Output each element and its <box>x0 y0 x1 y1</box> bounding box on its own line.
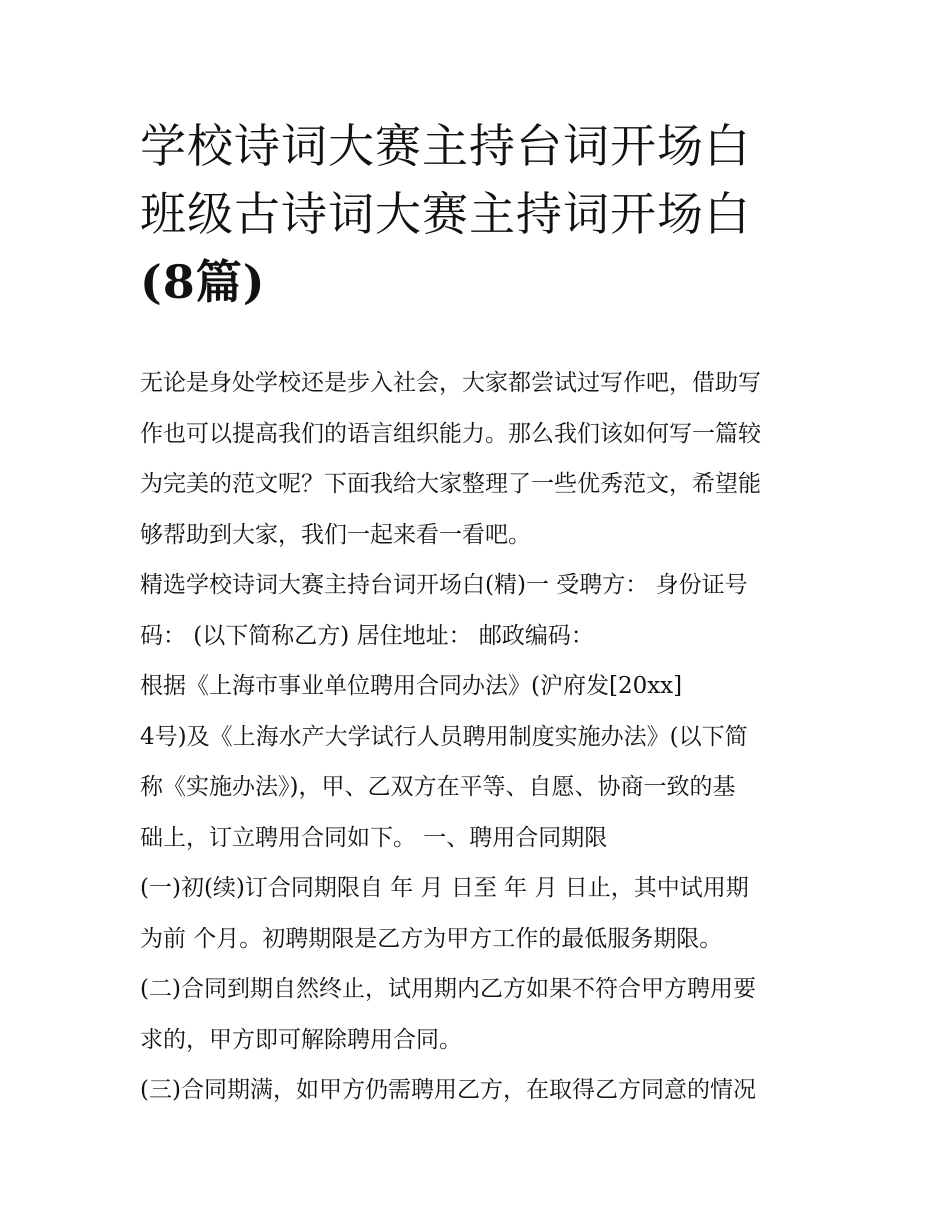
text-line: 础上，订立聘用合同如下。 一、聘用合同期限 <box>140 824 608 851</box>
text-line: 称《实施办法》)，甲、乙双方在平等、自愿、协商一致的基 <box>140 774 736 800</box>
text-line: 精选学校诗词大赛主持台词开场白(精)一 受聘方： 身份证号 <box>140 572 748 598</box>
paragraph-clause-2 <box>140 964 820 1065</box>
text-line: 为完美的范文呢？下面我给大家整理了一些优秀范文，希望能 <box>140 471 761 497</box>
paragraph-clause-3 <box>140 1065 820 1116</box>
paragraph-clause-1 <box>140 863 820 964</box>
document-title <box>140 112 820 316</box>
document-body <box>140 358 820 1116</box>
paragraph-party-info <box>140 560 820 661</box>
paragraph-basis-cont <box>140 712 820 864</box>
text-line: (三)合同期满，如甲方仍需聘用乙方，在取得乙方同意的情况 <box>140 1077 756 1103</box>
title-line: (8篇) <box>140 255 266 309</box>
paragraph-intro <box>140 358 820 560</box>
text-line: 码： (以下简称乙方) 居住地址： 邮政编码： <box>140 622 594 649</box>
text-line: 无论是身处学校还是步入社会，大家都尝试过写作吧，借助写 <box>140 370 761 396</box>
paragraph-basis <box>140 661 820 712</box>
text-line: (一)初(续)订合同期限自 年 月 日至 年 月 日止，其中试用期 <box>140 875 749 901</box>
text-line: 4号)及《上海水产大学试行人员聘用制度实施办法》(以下简 <box>140 723 748 750</box>
text-line: 够帮助到大家，我们一起来看一看吧。 <box>140 521 531 548</box>
text-line: 作也可以提高我们的语言组织能力。那么我们该如何写一篇较 <box>140 420 761 447</box>
text-line: 求的，甲方即可解除聘用合同。 <box>140 1026 462 1053</box>
text-line: 为前 个月。初聘期限是乙方为甲方工作的最低服务期限。 <box>140 925 723 952</box>
text-line: (二)合同到期自然终止，试用期内乙方如果不符合甲方聘用要 <box>140 976 756 1002</box>
title-line: 班级古诗词大赛主持词开场白 <box>140 187 751 241</box>
title-line: 学校诗词大赛主持台词开场白 <box>140 119 751 173</box>
text-line: 根据《上海市事业单位聘用合同办法》(沪府发[20xx] <box>140 673 683 699</box>
